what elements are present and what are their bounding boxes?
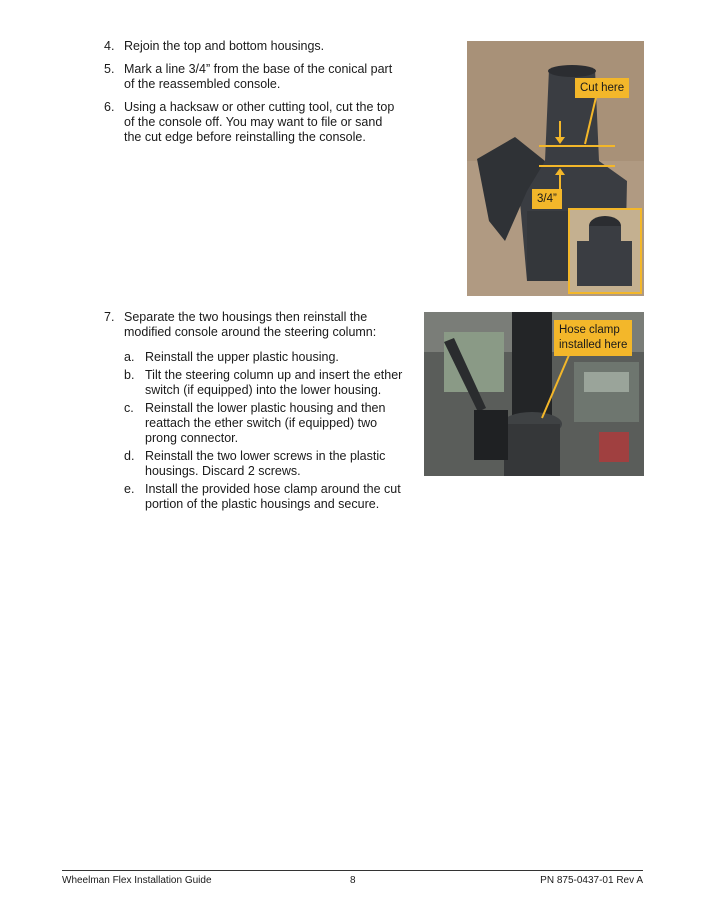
substep-text: housings. Discard 2 screws. bbox=[145, 464, 301, 478]
step-7 bbox=[104, 310, 424, 512]
substep-letter: d. bbox=[124, 449, 135, 463]
console-cut-photo bbox=[467, 41, 644, 296]
callout-line: installed here bbox=[559, 339, 628, 351]
cut-here-callout: Cut here bbox=[575, 78, 629, 98]
footer-part-number: PN 875-0437-01 Rev A bbox=[540, 875, 643, 886]
substep-c bbox=[124, 401, 424, 446]
substep-text: switch (if equipped) into the lower housing. bbox=[145, 383, 382, 397]
step-4 bbox=[104, 39, 434, 54]
step-text: Separate the two housings then reinstall the bbox=[124, 310, 368, 324]
substep-b bbox=[124, 368, 424, 398]
substep-text: portion of the plastic housings and secure. bbox=[145, 497, 380, 511]
substep-text: Tilt the steering column up and insert the ether bbox=[145, 368, 403, 382]
substep-d bbox=[124, 449, 424, 479]
substep-text: prong connector. bbox=[145, 431, 239, 445]
substeps-list bbox=[124, 350, 424, 512]
step-text: modified console around the steering column: bbox=[124, 325, 377, 339]
substep-letter: b. bbox=[124, 368, 135, 382]
substep-text: Reinstall the lower plastic housing and then bbox=[145, 401, 386, 415]
hose-clamp-callout bbox=[554, 320, 632, 356]
step-5 bbox=[104, 62, 434, 92]
callout-line: Hose clamp bbox=[559, 324, 620, 336]
substep-text: Reinstall the upper plastic housing. bbox=[145, 350, 339, 364]
substep-letter: c. bbox=[124, 401, 134, 415]
substep-text: Install the provided hose clamp around the cut bbox=[145, 482, 401, 496]
step-number: 6. bbox=[104, 100, 115, 114]
step-number: 7. bbox=[104, 310, 115, 324]
substep-a bbox=[124, 350, 424, 365]
step-text: Rejoin the top and bottom housings. bbox=[124, 39, 325, 53]
footer-doc-title: Wheelman Flex Installation Guide bbox=[62, 875, 212, 886]
substep-text: reattach the ether switch (if equipped) two bbox=[145, 416, 378, 430]
steps-list-bottom bbox=[104, 310, 424, 520]
footer-page-number: 8 bbox=[350, 875, 356, 886]
step-text: of the reassembled console. bbox=[124, 77, 281, 91]
measure-callout: 3/4” bbox=[532, 189, 562, 209]
step-text: of the console off. You may want to file or sand bbox=[124, 115, 383, 129]
substep-text: Reinstall the two lower screws in the plastic bbox=[145, 449, 386, 463]
step-text: the cut edge before reinstalling the console. bbox=[124, 130, 366, 144]
step-text: Mark a line 3/4” from the base of the conical part bbox=[124, 62, 393, 76]
substep-letter: e. bbox=[124, 482, 135, 496]
steps-list-top bbox=[104, 39, 434, 153]
substep-e bbox=[124, 482, 424, 512]
step-number: 4. bbox=[104, 39, 115, 53]
step-number: 5. bbox=[104, 62, 115, 76]
substep-letter: a. bbox=[124, 350, 135, 364]
step-6 bbox=[104, 100, 434, 145]
hose-clamp-photo bbox=[424, 312, 644, 476]
page-footer bbox=[62, 870, 643, 889]
step-text: Using a hacksaw or other cutting tool, cut the top bbox=[124, 100, 395, 114]
